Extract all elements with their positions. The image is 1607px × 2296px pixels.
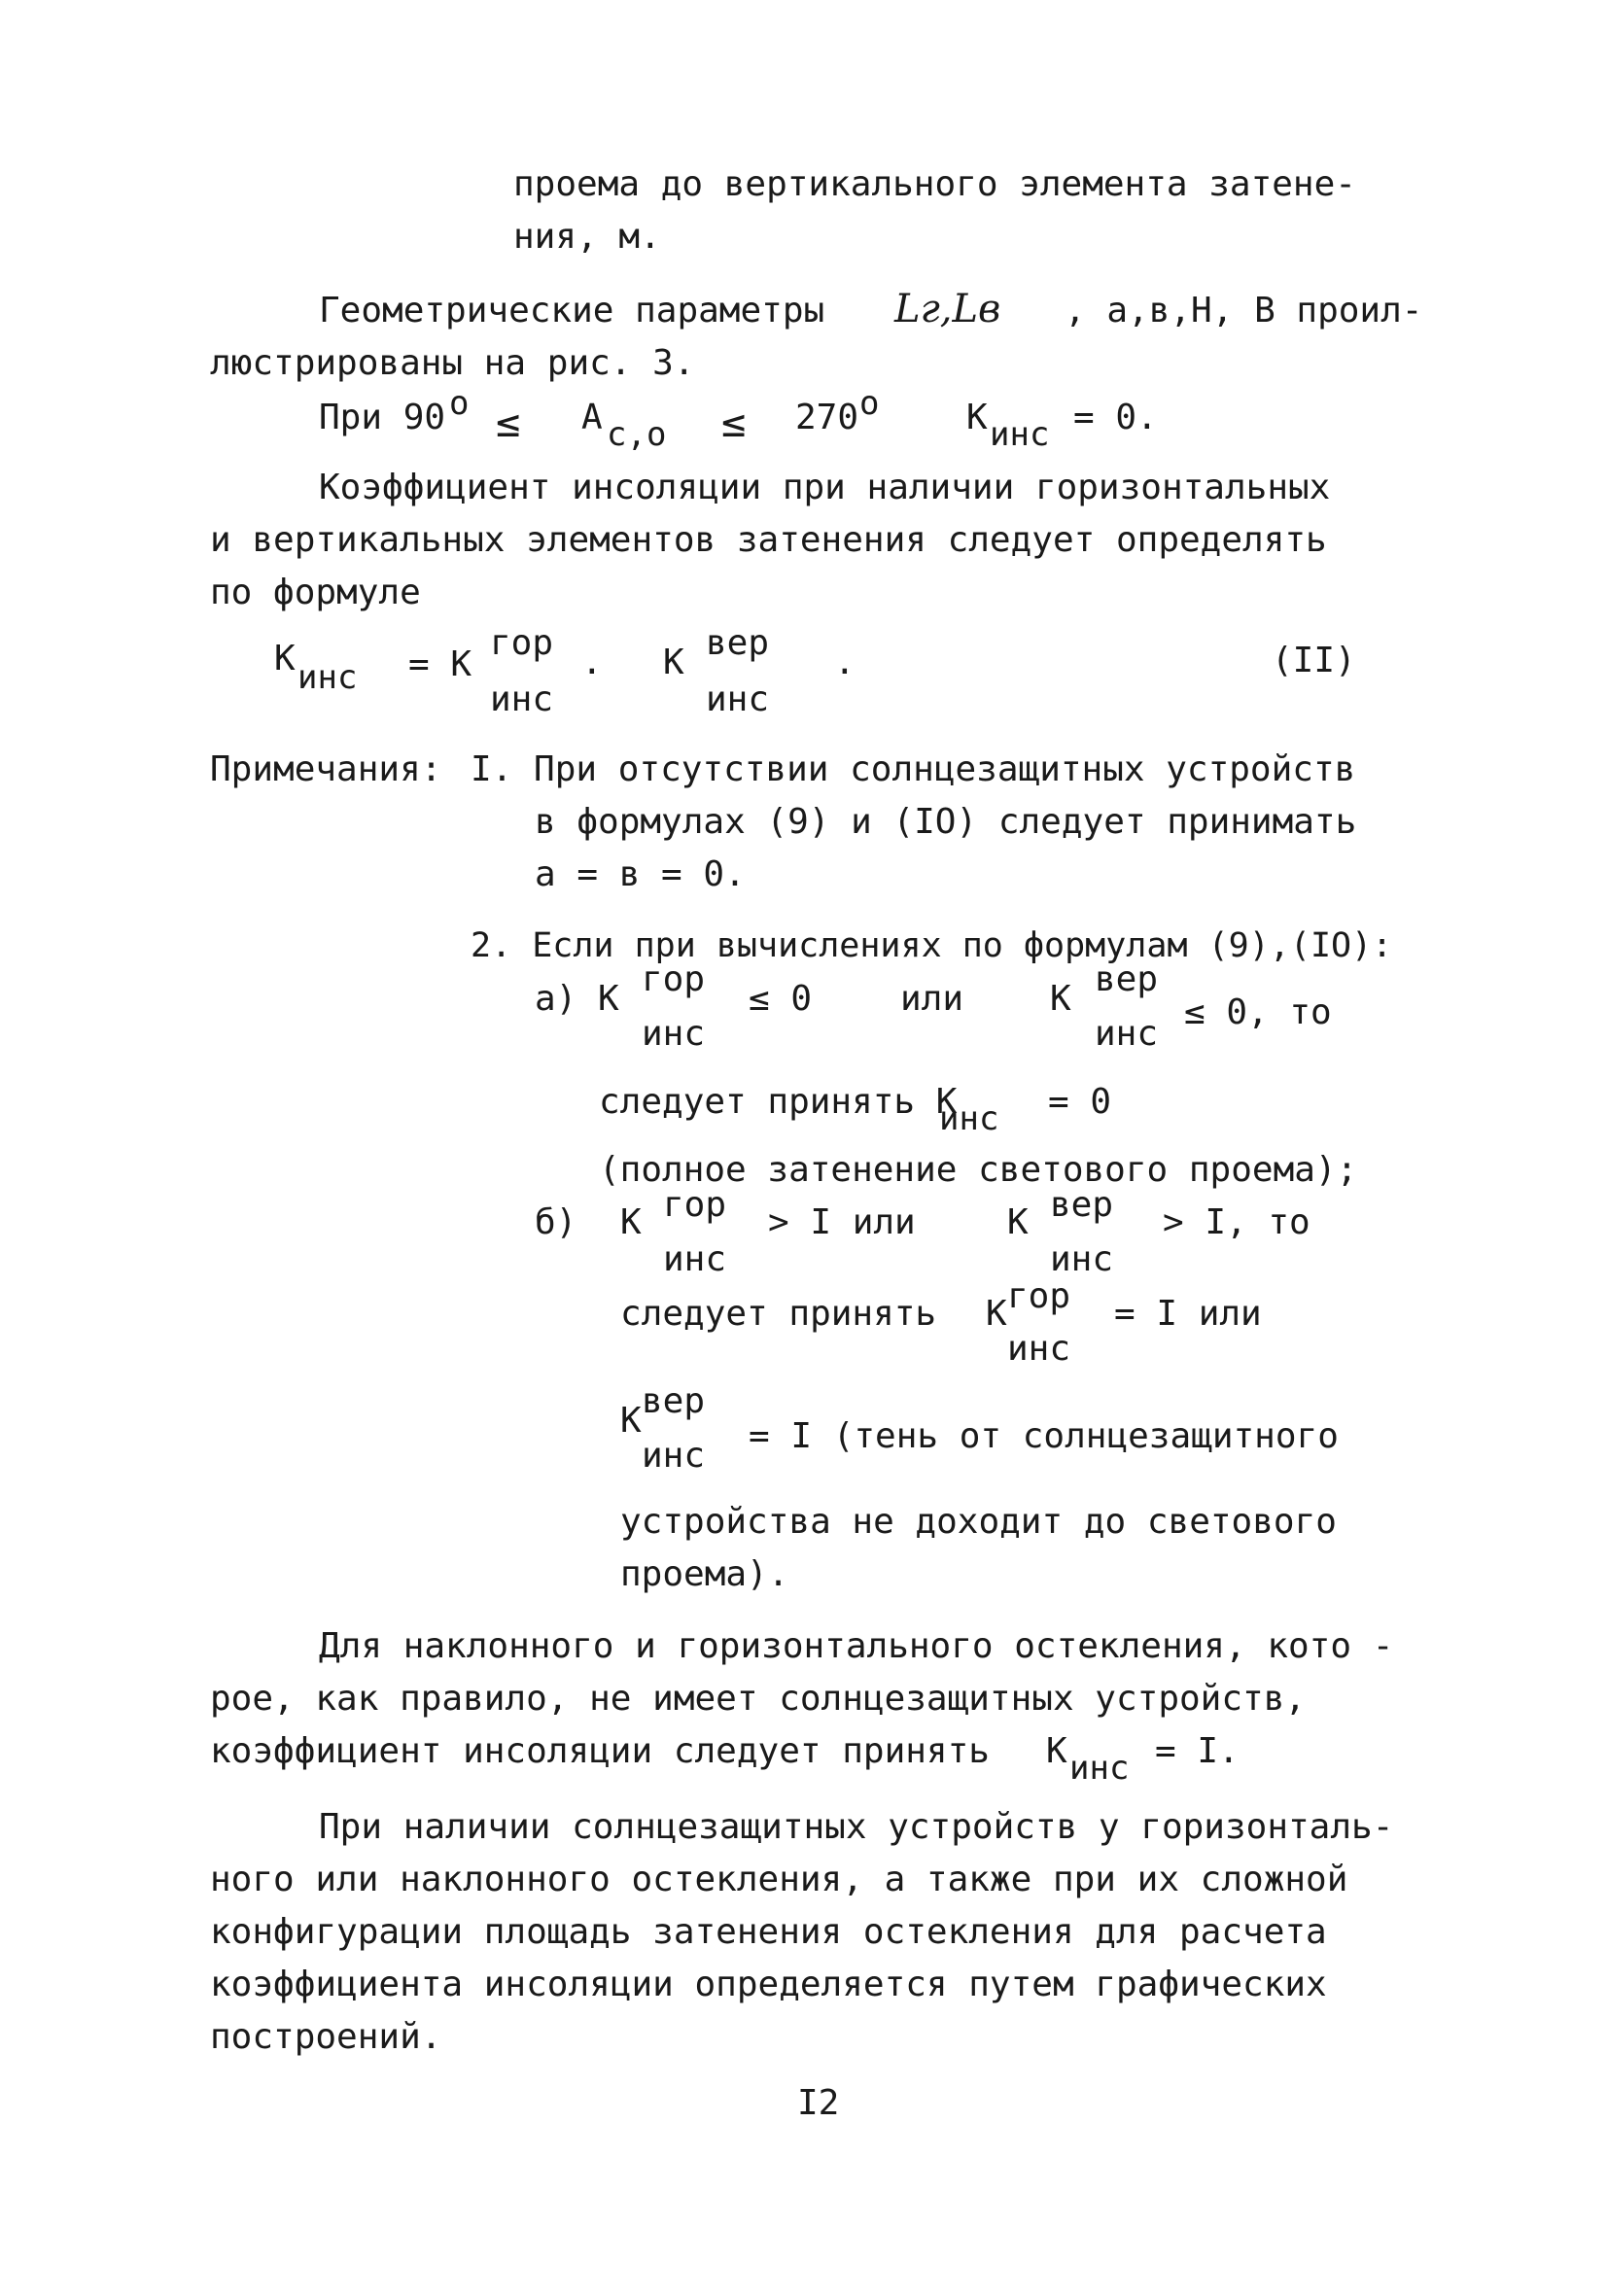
f11-ver: вер (706, 623, 770, 663)
cond-k: К (966, 398, 988, 437)
na-ili: или (900, 979, 964, 1019)
na-le: ≤ 0 (749, 979, 813, 1019)
cond-le2: ≤ (721, 399, 747, 446)
text-line: по формуле (210, 573, 421, 612)
nb-k: К (620, 1202, 642, 1242)
nb-label: б) (535, 1202, 577, 1242)
nb-gor: гор (663, 1185, 727, 1225)
text-line: (полное затенение светового проема); (599, 1150, 1358, 1190)
p2-eq: = I. (1155, 1731, 1240, 1771)
text-line: I. При отсутствии солнцезащитных устройств (471, 749, 1356, 789)
f11-k2: К (663, 643, 684, 682)
geo-symbols: Lг,Lв (894, 287, 1001, 331)
nb-ins2: инс (1050, 1239, 1114, 1279)
nb-ins: инс (663, 1239, 727, 1279)
na-ver: вер (1095, 959, 1159, 999)
cond-rest: = 0. (1073, 398, 1158, 437)
text-line: и вертикальных элементов затенения следует определять (210, 520, 1327, 560)
nb-gt: > I или (768, 1202, 916, 1242)
nb-follow: следует принять (620, 1294, 937, 1334)
text-line: проема до вертикального элемента затене- (513, 164, 1356, 204)
notes-label: Примечания: (210, 749, 442, 789)
geo-prefix: Геометрические параметры (319, 291, 825, 330)
text-line: Для наклонного и горизонтального остекления, кото - (319, 1626, 1394, 1666)
nb-ver: вер (1050, 1185, 1114, 1225)
nb2-k: К (620, 1401, 642, 1441)
nb2-ver: вер (642, 1381, 706, 1421)
text-line: коэффициента инсоляции определяется путем графических (210, 1965, 1327, 2004)
text-line: проема). (620, 1554, 789, 1594)
p2-k: К (1046, 1731, 1067, 1771)
f11-k-sub: инс (297, 658, 358, 697)
na-follow-sub: инс (939, 1099, 999, 1138)
na-ins2: инс (1095, 1014, 1159, 1054)
text-line: конфигурации площадь затенения остекления для расчета (210, 1912, 1327, 1952)
na-rest: ≤ 0, то (1184, 992, 1332, 1032)
f11-eq: = К (408, 644, 472, 684)
geo-suffix: , а,в,Н, В проил- (1065, 291, 1423, 330)
nb-follow-ins: инс (1007, 1329, 1071, 1369)
cond-val: 270 (795, 398, 859, 437)
na-gor: гор (642, 959, 706, 999)
f11-k: К (274, 639, 296, 678)
p2-k-sub: инс (1069, 1749, 1130, 1788)
na-follow: следует принять К (599, 1082, 958, 1122)
text-line: в формулах (9) и (IO) следует принимать (535, 802, 1357, 842)
cond-a: А (581, 398, 603, 437)
text-line: а = в = 0. (535, 854, 746, 894)
nb2-ins: инс (642, 1436, 706, 1476)
f11-dot1: . (581, 643, 603, 682)
nb-rest: > I, то (1163, 1202, 1310, 1242)
nb-follow-k: К (986, 1294, 1007, 1334)
f11-ins1: инс (490, 679, 554, 719)
nb-k2: К (1007, 1202, 1029, 1242)
nb2-rest: = I (тень от солнцезащитного (749, 1416, 1339, 1456)
f11-dot2: . (834, 643, 856, 682)
na-ins: инс (642, 1014, 706, 1054)
p2-last: коэффициент инсоляции следует принять (210, 1731, 990, 1771)
text-line: люстрированы на рис. 3. (210, 343, 695, 383)
page-number: I2 (797, 2083, 840, 2123)
text-line: При наличии солнцезащитных устройств у горизонталь- (319, 1807, 1394, 1847)
cond-le1: ≤ (496, 399, 521, 446)
nb-follow-gor: гор (1007, 1276, 1071, 1316)
na-label: а) К (535, 979, 619, 1019)
text-line: рое, как правило, не имеет солнцезащитных устройств, (210, 1679, 1307, 1719)
na-k: К (1050, 979, 1071, 1019)
f11-ins2: инс (706, 679, 770, 719)
cond-pri: При 90 (319, 398, 446, 437)
f11-gor: гор (490, 623, 554, 663)
nb-follow-eq: = I или (1114, 1294, 1262, 1334)
cond-k-sub: инс (990, 415, 1050, 454)
text-line: устройства не доходит до светового (620, 1502, 1337, 1542)
text-line: построений. (210, 2017, 442, 2057)
text-line: ния, м. (513, 217, 661, 257)
cond-deg: о (449, 384, 470, 423)
text-line: Коэффициент инсоляции при наличии горизонтальных (319, 468, 1331, 507)
na-follow-eq: = 0 (1048, 1082, 1112, 1122)
text-line: ного или наклонного остекления, а также при их сложной (210, 1860, 1348, 1899)
cond-deg2: о (859, 384, 880, 423)
cond-a-sub: с,о (607, 415, 667, 454)
text-line: 2. Если при вычислениях по формулам (9),(IO): (471, 926, 1393, 965)
f11-number: (II) (1272, 641, 1356, 680)
